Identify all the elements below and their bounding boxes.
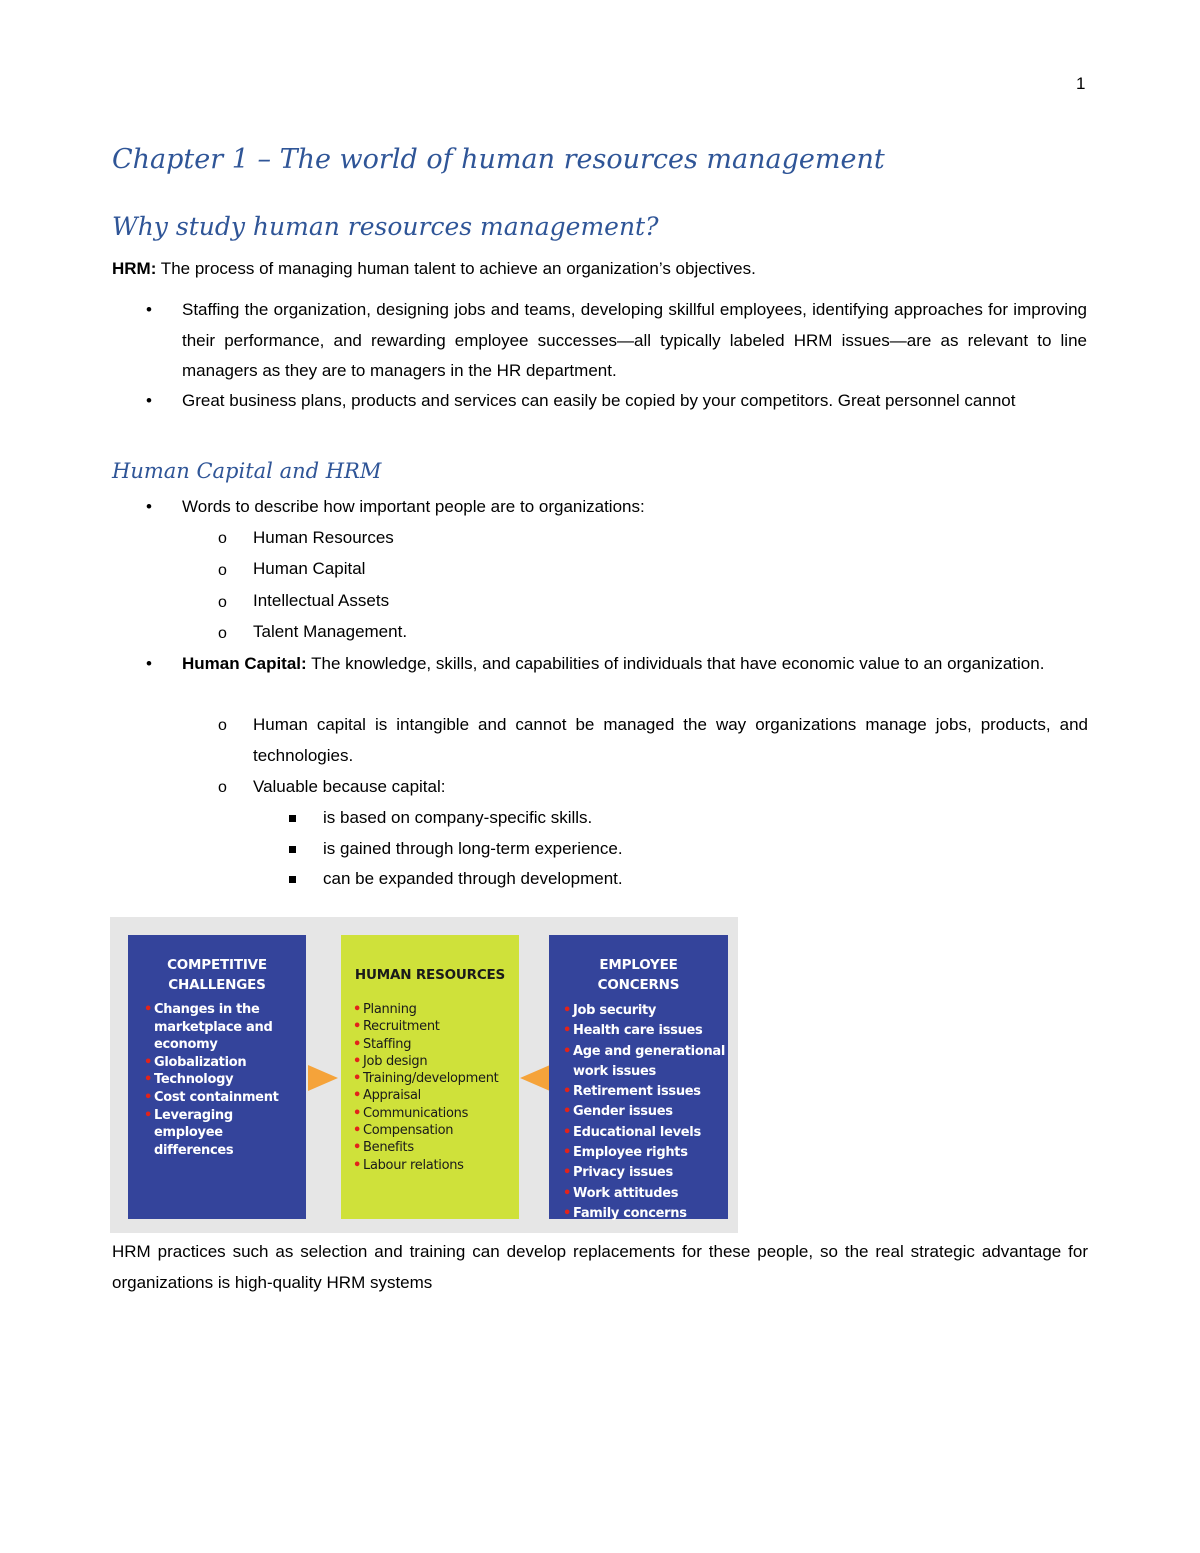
employee-list: [563, 1001, 726, 1224]
hrm-text: The process of managing human talent to achieve an organization’s objectives.: [156, 259, 756, 278]
hc-value-item: can be expanded through development.: [323, 869, 623, 888]
hc-intangible: Human capital is intangible and cannot be managed the way organizations manage jobs, products, and technologies.: [253, 715, 1088, 765]
subsection-title: Human Capital and HRM: [112, 459, 382, 483]
list-item: • Planning: [353, 1001, 519, 1018]
circle-bullet-icon: o: [218, 594, 227, 611]
hc-value-item: is based on company-specific skills.: [323, 808, 593, 827]
bullet-icon: •: [146, 300, 152, 319]
list-item: • Compensation: [353, 1122, 519, 1139]
circle-bullet-icon: o: [218, 562, 227, 579]
word-item: Intellectual Assets: [253, 591, 390, 610]
square-bullet-icon: [289, 846, 296, 853]
square-bullet-icon: [289, 815, 296, 822]
hr-list: [353, 1001, 519, 1174]
list-item: • Gender issues: [563, 1102, 726, 1122]
list-item: • Job security: [563, 1001, 726, 1021]
competitive-challenges-box: [128, 935, 306, 1219]
word-item: Human Capital: [253, 559, 366, 578]
list-item: • Labour relations: [353, 1157, 519, 1174]
competitive-title-1: COMPETITIVE: [167, 957, 267, 973]
words-intro: Words to describe how important people are to organizations:: [182, 497, 645, 516]
circle-bullet-icon: o: [218, 530, 227, 547]
human-capital-definition: [182, 649, 1087, 680]
list-item: • Retirement issues: [563, 1082, 726, 1102]
circle-bullet-icon: o: [218, 625, 227, 642]
word-item: Human Resources: [253, 528, 394, 547]
list-item: • Benefits: [353, 1139, 519, 1156]
bullet-icon: •: [146, 654, 152, 673]
list-item: • Globalization: [144, 1054, 304, 1072]
competitive-list: [144, 1001, 304, 1159]
bullet-business-plans: Great business plans, products and services can easily be copied by your competitors. Great personnel cannot: [182, 391, 1016, 410]
human-resources-box: [341, 935, 519, 1219]
circle-bullet-icon: o: [218, 779, 227, 796]
hrm-figure: [110, 917, 738, 1233]
bullet-icon: •: [146, 391, 152, 410]
list-item: • Appraisal: [353, 1087, 519, 1104]
list-item: • Leveraging employee differences: [144, 1107, 304, 1160]
list-item: • Work attitudes: [563, 1184, 726, 1204]
list-item: • Age and generational work issues: [563, 1042, 726, 1083]
page-number: 1: [1076, 74, 1086, 93]
circle-bullet-icon: o: [218, 717, 227, 734]
employee-title-1: EMPLOYEE: [599, 957, 678, 973]
hc-valuable: Valuable because capital:: [253, 777, 446, 796]
list-item: • Cost containment: [144, 1089, 304, 1107]
list-item: • Family concerns: [563, 1204, 726, 1224]
closing-paragraph: HRM practices such as selection and training can develop replacements for these people, so the real strategic advantage for organizations is high-quality HRM systems: [112, 1242, 1088, 1292]
arrow-left-icon: [520, 1065, 550, 1091]
list-item: • Recruitment: [353, 1018, 519, 1035]
chapter-title: Chapter 1 – The world of human resources management: [112, 144, 885, 175]
employee-concerns-box: [549, 935, 728, 1219]
section-title: Why study human resources management?: [112, 212, 659, 241]
list-item: • Employee rights: [563, 1143, 726, 1163]
employee-title-2: CONCERNS: [597, 977, 680, 993]
hc-value-item: is gained through long-term experience.: [323, 839, 623, 858]
list-item: • Staffing: [353, 1036, 519, 1053]
human-capital-text: The knowledge, skills, and capabilities of individuals that have economic value to an organization.: [306, 654, 1045, 673]
square-bullet-icon: [289, 876, 296, 883]
hrm-definition: [112, 254, 1088, 285]
list-item: • Job design: [353, 1053, 519, 1070]
hr-title: HUMAN RESOURCES: [354, 967, 506, 983]
competitive-title-2: CHALLENGES: [168, 977, 266, 993]
arrow-right-icon: [308, 1065, 338, 1091]
bullet-staffing: Staffing the organization, designing jobs and teams, developing skillful employees, identifying approaches for improving their performance, and rewarding employee successes—all typically labeled HRM issues—are as relevant to line managers as they are to managers in the HR department.: [182, 300, 1087, 380]
list-item: • Training/development: [353, 1070, 519, 1087]
list-item: • Health care issues: [563, 1021, 726, 1041]
bullet-icon: •: [146, 497, 152, 516]
word-item: Talent Management.: [253, 622, 408, 641]
list-item: • Educational levels: [563, 1123, 726, 1143]
list-item: • Technology: [144, 1071, 304, 1089]
list-item: • Privacy issues: [563, 1163, 726, 1183]
human-capital-term: Human Capital:: [182, 654, 307, 673]
list-item: • Changes in the marketplace and economy: [144, 1001, 304, 1054]
list-item: • Communications: [353, 1105, 519, 1122]
hrm-term: HRM:: [112, 259, 157, 278]
